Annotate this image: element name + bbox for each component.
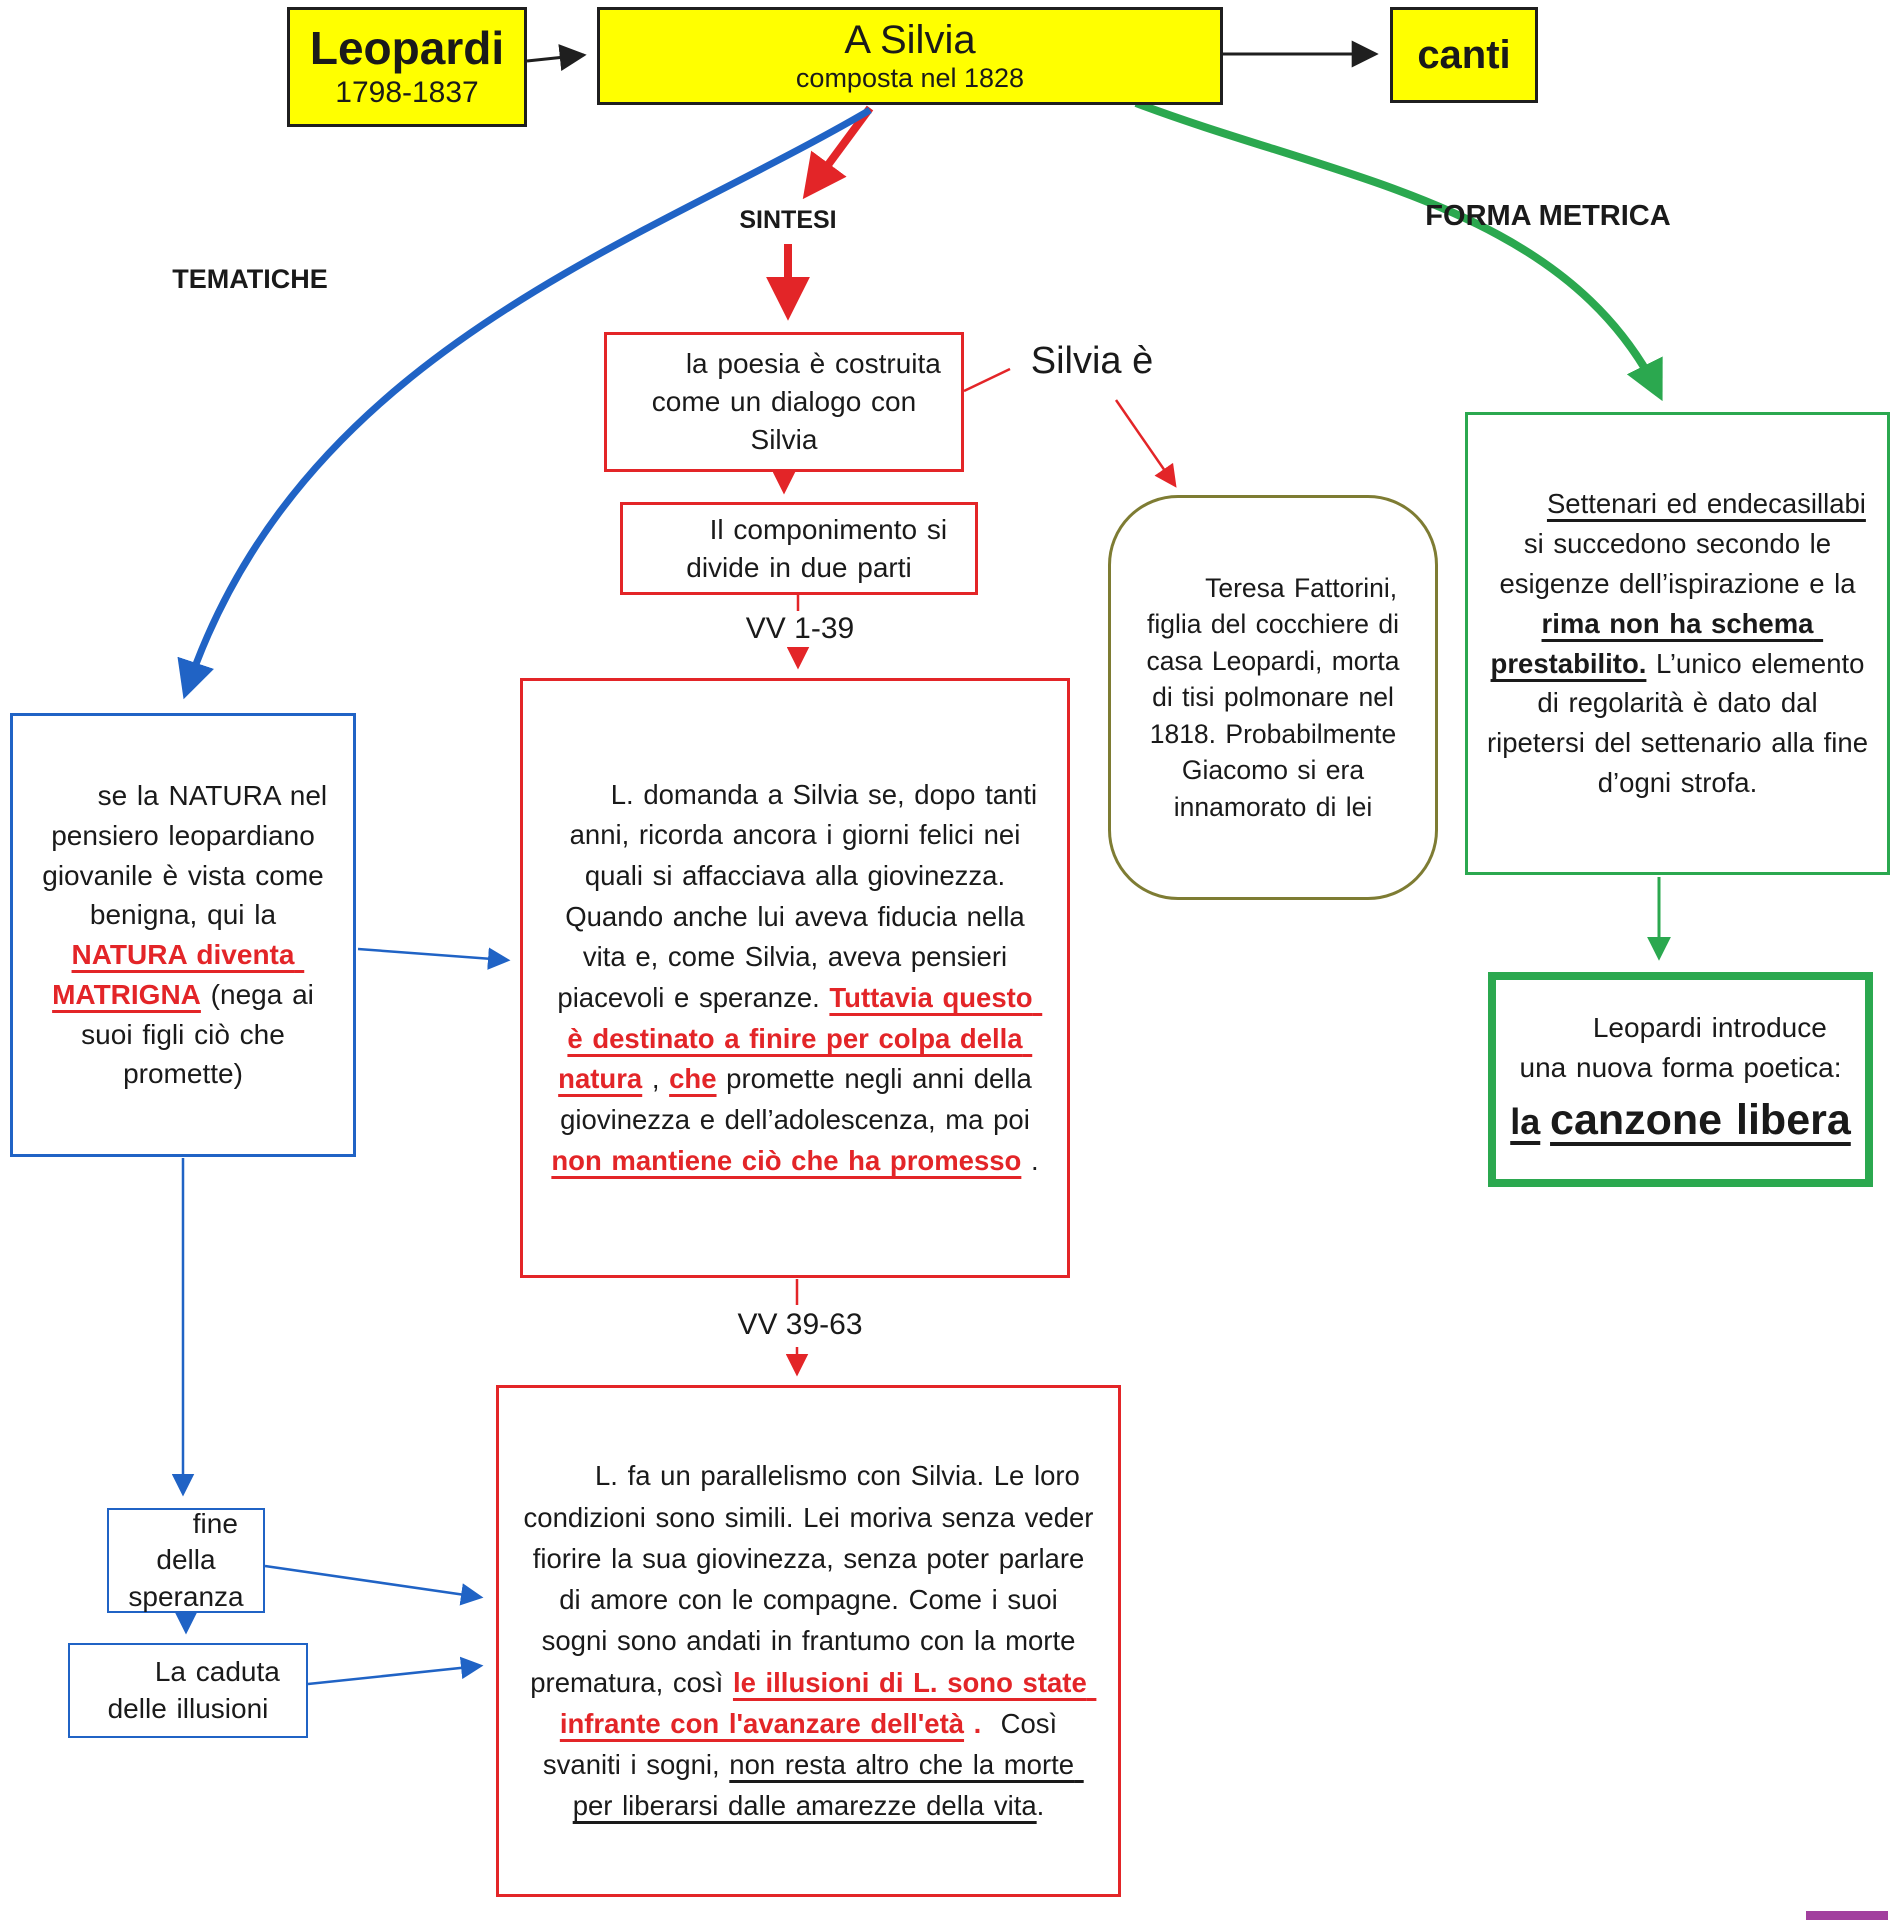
- node-settenari: [1465, 412, 1890, 875]
- node-natura-matrigna: [10, 713, 356, 1157]
- poesia-dialogo-text: la poesia è costruita come un dialogo con Silvia: [651, 348, 951, 455]
- label-forma-metrica: FORMA METRICA: [1425, 200, 1671, 232]
- purple-corner-chip: [1806, 1911, 1888, 1920]
- part1-summary: L. domanda a Silvia se, dopo tanti anni, ricorda ancora i giorni felici nei quali si affacciava alla giovinezza. Quando anche lui aveva fiducia nella vita e, come Silvia, aveva pensieri piacevoli e speranze. Tuttavia questo è destinato a finire per colpa della natura , che promette negli anni della giovinezza e dell’adolescenza, ma poi non mantiene ciò che ha promesso .: [551, 778, 1047, 1176]
- node-part1-vv-1-39: [520, 678, 1070, 1278]
- leopardi-years: 1798-1837: [335, 76, 479, 110]
- line-poesia-to-silvia-e: [964, 369, 1010, 391]
- arrow-fine-speranza-to-part2: [265, 1566, 479, 1597]
- label-vv-1-39: VV 1-39: [745, 612, 855, 645]
- node-canti: [1390, 7, 1538, 103]
- part2-summary: L. fa un parallelismo con Silvia. Le loro condizioni sono simili. Lei moriva senza veder fiorire la sua giovinezza, senza poter parlare di amore con le compagne. Come i suoi sogni sono andati in frantumo con la morte prematura, così le illusioni di L. sono state infrante con l'avanzare dell'età . Così svaniti i sogni, non resta altro che la morte per liberarsi dalle amarezze della vita.: [523, 1460, 1104, 1822]
- node-leopardi: [287, 7, 527, 127]
- label-vv-39-63: VV 39-63: [737, 1308, 863, 1341]
- node-teresa-fattorini: [1108, 495, 1438, 900]
- node-part2-vv-39-63: [496, 1385, 1121, 1897]
- arrow-asilvia-to-sintesi: [808, 108, 870, 192]
- natura-text: se la NATURA nel pensiero leopardiano giovanile è vista come benigna, qui la NATURA diventa MATRIGNA (nega ai suoi figli ciò che promette): [42, 780, 337, 1090]
- arrow-caduta-to-part2: [308, 1666, 479, 1684]
- a-silvia-title: A Silvia: [844, 17, 976, 62]
- fine-speranza-text: fine della speranza: [128, 1507, 248, 1612]
- arrow-leopardi-to-asilvia: [527, 55, 584, 61]
- node-componimento: [620, 502, 978, 595]
- label-sintesi: SINTESI: [739, 206, 837, 234]
- leopardi-title: Leopardi: [309, 21, 505, 74]
- node-fine-speranza: [107, 1508, 265, 1613]
- canti-label: canti: [1417, 32, 1511, 77]
- caduta-illusioni-text: La caduta delle illusioni: [107, 1656, 290, 1724]
- node-poesia-dialogo: [604, 332, 964, 472]
- arrow-silvia-e-to-teresa: [1116, 400, 1174, 484]
- node-a-silvia: [597, 7, 1223, 105]
- componimento-text: Il componimento si divide in due parti: [686, 513, 957, 583]
- node-canzone-libera: [1488, 972, 1873, 1187]
- label-silvia-e: Silvia è: [1030, 340, 1154, 382]
- label-tematiche: TEMATICHE: [172, 264, 328, 294]
- canzone-libera-text: Leopardi introduce una nuova forma poetica: la canzone libera: [1510, 1011, 1852, 1144]
- settenari-text: Settenari ed endecasillabi si succedono secondo le esigenze dell’ispirazione e la rima non ha schema prestabilito. L’unico elemento di regolarità è dato dal ripetersi del settenario alla fine d’ogni strofa.: [1487, 488, 1878, 799]
- arrow-natura-to-part1: [358, 949, 506, 960]
- node-caduta-illusioni: [68, 1643, 308, 1738]
- curve-asilvia-to-settenari: [1136, 103, 1659, 394]
- a-silvia-subtitle: composta nel 1828: [795, 62, 1025, 93]
- teresa-text: Teresa Fattorini, figlia del cocchiere di casa Leopardi, morta di tisi polmonare nel 1818. Probabilmente Giacomo si era innamorato di lei: [1146, 572, 1409, 822]
